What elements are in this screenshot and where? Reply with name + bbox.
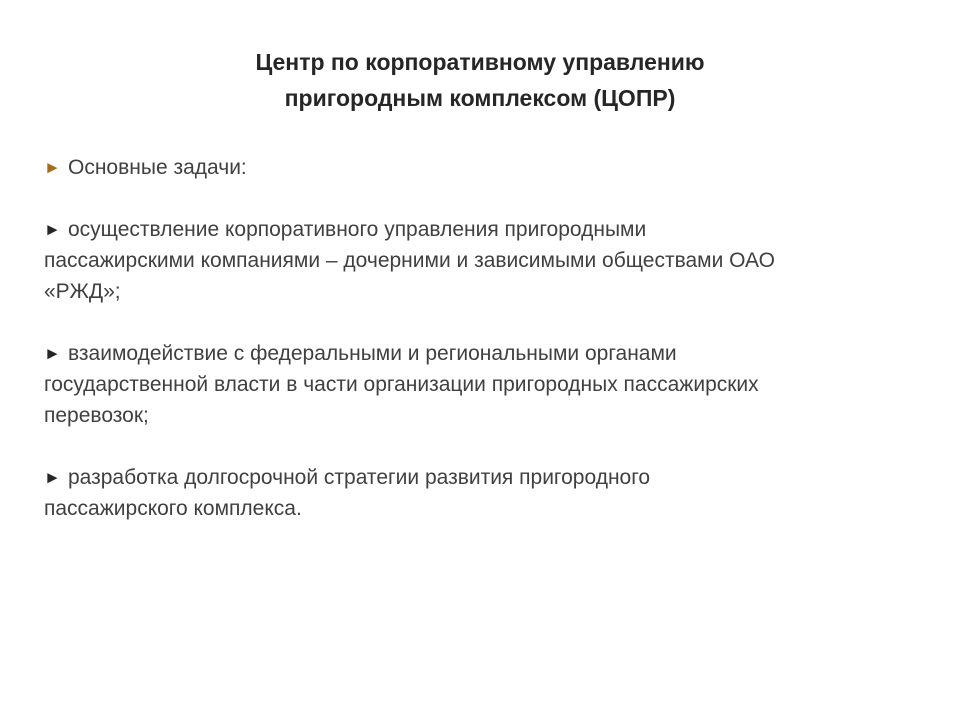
task-2-line-2: государственной власти в части организации пригородных пассажирских — [44, 373, 759, 396]
task-1-line-3: «РЖД»; — [44, 280, 121, 303]
task-3-line-1: разработка долгосрочной стратегии развития пригородного — [68, 466, 651, 489]
slide-content — [44, 152, 924, 555]
task-2-line-1: взаимодействие с федеральными и региональными органами — [68, 342, 677, 365]
task-2-line-3: перевозок; — [44, 404, 149, 427]
triangle-bullet-icon: ► — [44, 344, 61, 363]
slide-title-line-1: Центр по корпоративному управлению — [255, 49, 705, 75]
task-1-line-1: осуществление корпоративного управления пригородными — [68, 218, 647, 241]
triangle-bullet-icon: ► — [44, 158, 61, 177]
task-3-line-2: пассажирского комплекса. — [44, 497, 302, 520]
slide-title-line-2: пригородным комплексом (ЦОПР) — [284, 85, 676, 111]
triangle-bullet-icon: ► — [44, 220, 61, 239]
slide-title — [0, 44, 960, 116]
task-item-1 — [44, 214, 924, 307]
task-item-2 — [44, 338, 924, 431]
task-item-3 — [44, 462, 924, 524]
triangle-bullet-icon: ► — [44, 468, 61, 487]
tasks-heading-item — [44, 152, 924, 183]
task-1-line-2: пассажирскими компаниями – дочерними и зависимыми обществами ОАО — [44, 249, 775, 272]
tasks-heading: Основные задачи: — [68, 156, 247, 179]
